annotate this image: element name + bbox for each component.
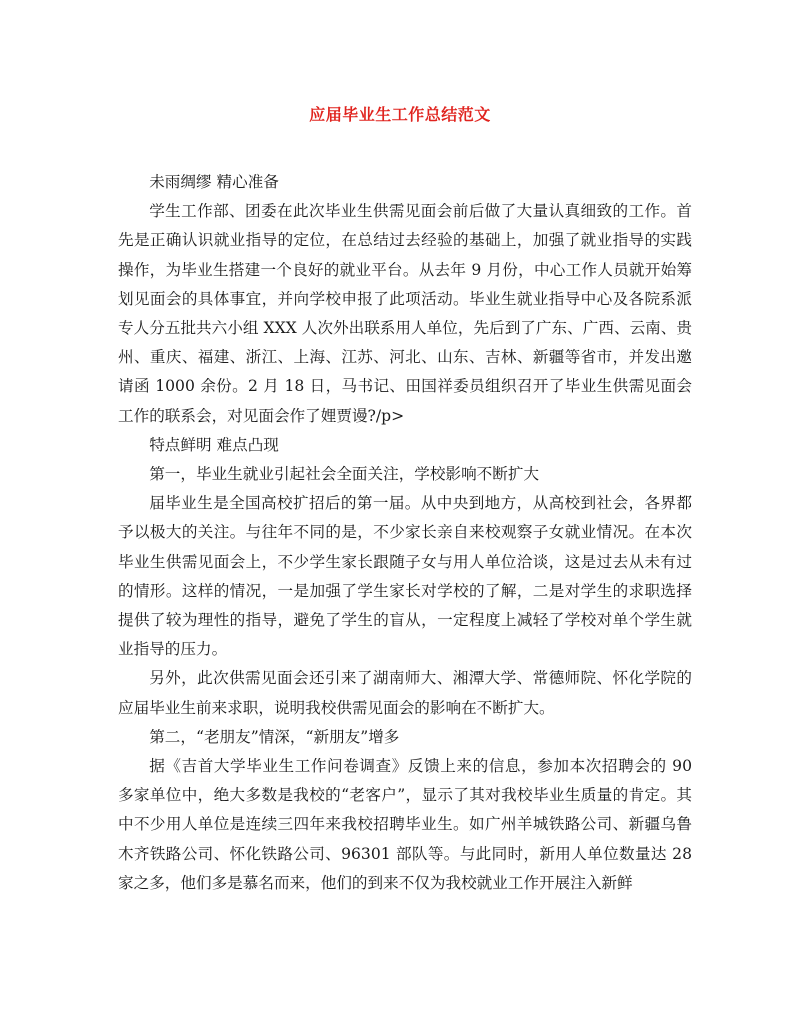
document-body — [118, 168, 692, 898]
paragraph-other-universities: 另外，此次供需见面会还引来了湖南师大、湘潭大学、常德师院、怀化学院的应届毕业生前来求职，说明我校供需见面会的影响在不断扩大。 — [118, 669, 692, 717]
paragraph-employer-survey: 据《吉首大学毕业生工作问卷调查》反馈上来的信息，参加本次招聘会的 90 多家单位中，绝大多数是我校的“老客户”，显示了其对我校毕业生质量的肯定。其中不少用人单位是连续三四年来我校招聘毕业生。如广州羊城铁路公司、新疆乌鲁木齐铁路公司、怀化铁路公司、96301 部队等。与此同时，新用人单位数量达 28 家之多，他们多是慕名而来，他们的到来不仅为我校就业工作开展注入新鲜 — [118, 757, 692, 892]
paragraph-preparation-work: 学生工作部、团委在此次毕业生供需见面会前后做了大量认真细致的工作。首先是正确认识就业指导的定位，在总结过去经验的基础上，加强了就业指导的实践操作，为毕业生搭建一个良好的就业平台。从去年 9 月份，中心工作人员就开始筹划见面会的具体事宜，并向学校申报了此项活动。毕业生就业指导中心及各院系派专人分五批共六小组 XXX 人次外出联系用人单位，先后到了广东、广西、云南、贵州、重庆、福建、浙江、上海、江苏、河北、山东、吉林、新疆等省市，并发出邀请函 1000 余份。2 月 18 日，马书记、田国祥委员组织召开了毕业生供需见面会工作的联系会，对见面会作了娌贾谩?/p> — [118, 202, 692, 425]
paragraph-social-attention: 届毕业生是全国高校扩招后的第一届。从中央到地方，从高校到社会，各界都予以极大的关注。与往年不同的是，不少家长亲自来校观察子女就业情况。在本次毕业生供需见面会上，不少学生家长跟随子女与用人单位洽谈，这是过去从未有过的情形。这样的情况，一是加强了学生家长对学校的了解，二是对学生的求职选择提供了较为理性的指导，避免了学生的盲从，一定程度上减轻了学校对单个学生就业指导的压力。 — [118, 494, 692, 659]
subheading-first-point: 第一，毕业生就业引起社会全面关注，学校影响不断扩大 — [149, 465, 540, 484]
section-heading-preparation: 未雨绸缪 精心准备 — [149, 173, 279, 191]
section-heading-features: 特点鲜明 难点凸现 — [149, 435, 279, 454]
document-title: 应届毕业生工作总结范文 — [309, 105, 491, 124]
subheading-second-point: 第二，“老朋友”情深，“新朋友”增多 — [149, 727, 400, 746]
